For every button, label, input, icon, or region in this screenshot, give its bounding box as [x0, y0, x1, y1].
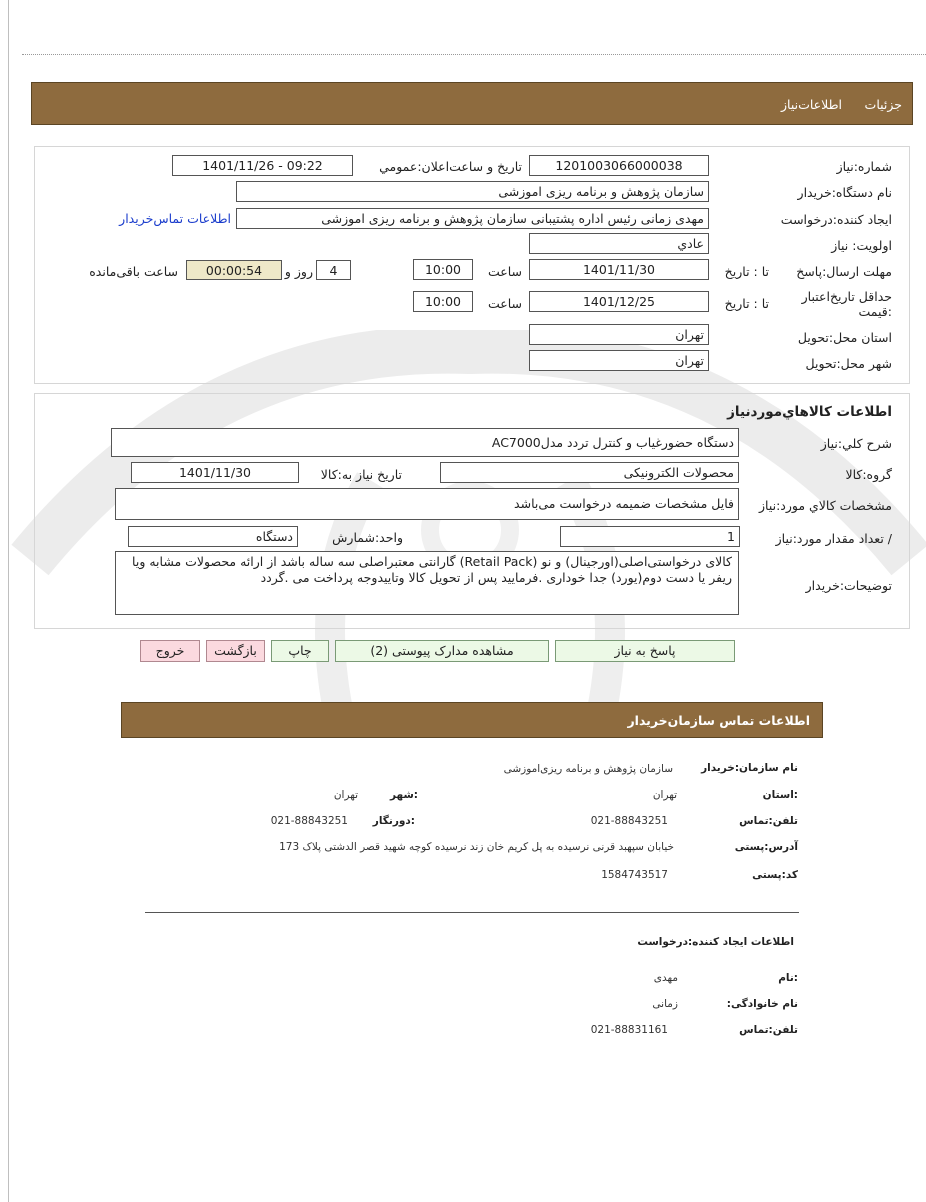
reply-to-date-label: تا : تاريخ [724, 264, 769, 279]
view-attachments-button[interactable]: مشاهده مدارک پیوستی (2) [335, 640, 549, 662]
buyer-contact-header [121, 702, 823, 738]
contact-org-value: سازمان پژوهش و برنامه ریزی‌اموزشی [503, 763, 673, 775]
goods-group-field: محصولات الکترونیکی [440, 462, 739, 483]
contact-address-value: خیابان سپهبد قرنی نرسیده به پل کریم خان زند نرسیده کوچه شهید قصر الدشتی پلاک 173 [279, 841, 674, 853]
days-label: روز و [284, 264, 313, 279]
buyer-org-field: سازمان پژوهش و برنامه ریزی اموزشی [236, 181, 709, 202]
delivery-province-field: تهران [529, 324, 709, 345]
buyer-org-label: نام دستگاه:خریدار [797, 185, 892, 200]
priority-field: عادي [529, 233, 709, 254]
need-number-field: 1201003066000038 [529, 155, 709, 176]
contact-phone-value: 021-88843251 [590, 815, 668, 827]
request-creator-label: ایجاد کننده:درخواست [780, 212, 892, 227]
creator-name-value: مهدی [653, 972, 678, 984]
left-border-line [8, 0, 9, 1202]
contact-province-label: :استان [762, 789, 798, 801]
unit-field: دستگاه [128, 526, 298, 547]
details-header-bar [31, 82, 913, 125]
delivery-city-label: شهر محل:تحویل [805, 356, 892, 371]
back-button[interactable]: بازگشت [206, 640, 265, 662]
contact-phone-label: تلفن:تماس [739, 815, 798, 827]
creator-phone-value: 021-88831161 [590, 1024, 668, 1036]
creator-phone-label: تلفن:تماس [739, 1024, 798, 1036]
buyer-contact-title: اطلاعات تماس سازمان‌خریدار [627, 713, 810, 728]
contact-divider [145, 912, 799, 913]
creator-name-label: :نام [778, 972, 798, 984]
top-dotted-divider [22, 54, 926, 55]
contact-address-label: آدرس:پستی [734, 841, 798, 853]
remaining-time-label: ساعت باقی‌مانده [89, 264, 178, 279]
need-date-field: 1401/11/30 [131, 462, 299, 483]
delivery-province-label: استان محل:تحویل [797, 330, 892, 345]
priority-label: اولويت: نياز [831, 238, 892, 253]
countdown-timer: 00:00:54 [186, 260, 282, 280]
reply-deadline-label: مهلت ارسال:پاسخ [796, 264, 892, 279]
creator-section-title: اطلاعات ایجاد کننده:درخواست [637, 936, 794, 948]
goods-group-label: گروه:كالا [845, 467, 892, 482]
price-validity-time: 10:00 [413, 291, 473, 312]
announce-date-label: تاريخ و ساعت‌اعلان:عمومي [379, 159, 522, 174]
goods-description-label: شرح كلي:نياز [820, 436, 892, 451]
reply-to-need-button[interactable]: پاسخ به نياز [555, 640, 735, 662]
price-validity-label: حداقل تاريخ‌اعتبار :قيمت [801, 289, 892, 319]
exit-button[interactable]: خروج [140, 640, 200, 662]
contact-province-value: تهران [652, 789, 677, 801]
goods-description-field: دستگاه حضورغیاب و کنترل تردد مدلAC7000 [111, 428, 739, 457]
contact-fax-value: 021-88843251 [270, 815, 348, 827]
unit-label: واحد:شمارش [332, 530, 403, 545]
reply-time-label: ساعت [487, 264, 522, 279]
creator-family-label: نام خانوادگی: [726, 998, 798, 1010]
buyer-notes-field: کالای درخواستی‌اصلی(اورجینال) و نو (Retail Pack) گارانتی معتبراصلی سه ساله باشد از ارائه محصولات مشابه ویا ریفر یا دست دوم(یورد) جدا خوداری .فرمایید پس از تحویل کالا وتاییدوجه پرداخت می .گردد [115, 551, 739, 615]
validity-time-label: ساعت [487, 296, 522, 311]
contact-city-label: :شهر [390, 789, 418, 801]
reply-deadline-time: 10:00 [413, 259, 473, 280]
creator-family-value: زمانی [652, 998, 678, 1010]
validity-to-date-label: تا : تاريخ [724, 296, 769, 311]
contact-postal-value: 1584743517 [601, 869, 668, 881]
goods-spec-label: مشخصات كالاي مورد:نياز [758, 498, 892, 513]
contact-postal-label: کد:پستی [752, 869, 798, 881]
buyer-contact-link[interactable]: اطلاعات تماس‌خریدار [119, 211, 231, 226]
print-button[interactable]: چاپ [271, 640, 329, 662]
need-number-label: شماره:نیاز [836, 159, 892, 174]
delivery-city-field: تهران [529, 350, 709, 371]
goods-spec-field: فایل مشخصات ضمیمه درخواست می‌باشد [115, 488, 739, 520]
tab-details[interactable]: جزئیات [864, 97, 902, 112]
need-date-label: تاريخ نياز به:كالا [320, 467, 402, 482]
price-validity-date: 1401/12/25 [529, 291, 709, 312]
quantity-field: 1 [560, 526, 740, 547]
request-creator-field: مهدی زمانی رئیس اداره پشتیبانی سازمان پژوهش و برنامه ریزی اموزشی [236, 208, 709, 229]
announce-date-field: 1401/11/26 - 09:22 [172, 155, 353, 176]
goods-section-title: اطلاعات كالاهاي‌موردنياز [727, 404, 892, 420]
contact-fax-label: :دورنگار [372, 815, 415, 827]
tab-need-info[interactable]: اطلاعات‌نیاز [780, 97, 842, 112]
contact-org-label: نام سازمان:خریدار [701, 762, 798, 774]
buyer-notes-label: توضیحات:خریدار [805, 578, 892, 593]
quantity-label: / تعداد مقدار مورد:نياز [775, 531, 892, 546]
days-remaining-field: 4 [316, 260, 351, 280]
contact-city-value: تهران [333, 789, 358, 801]
reply-deadline-date: 1401/11/30 [529, 259, 709, 280]
